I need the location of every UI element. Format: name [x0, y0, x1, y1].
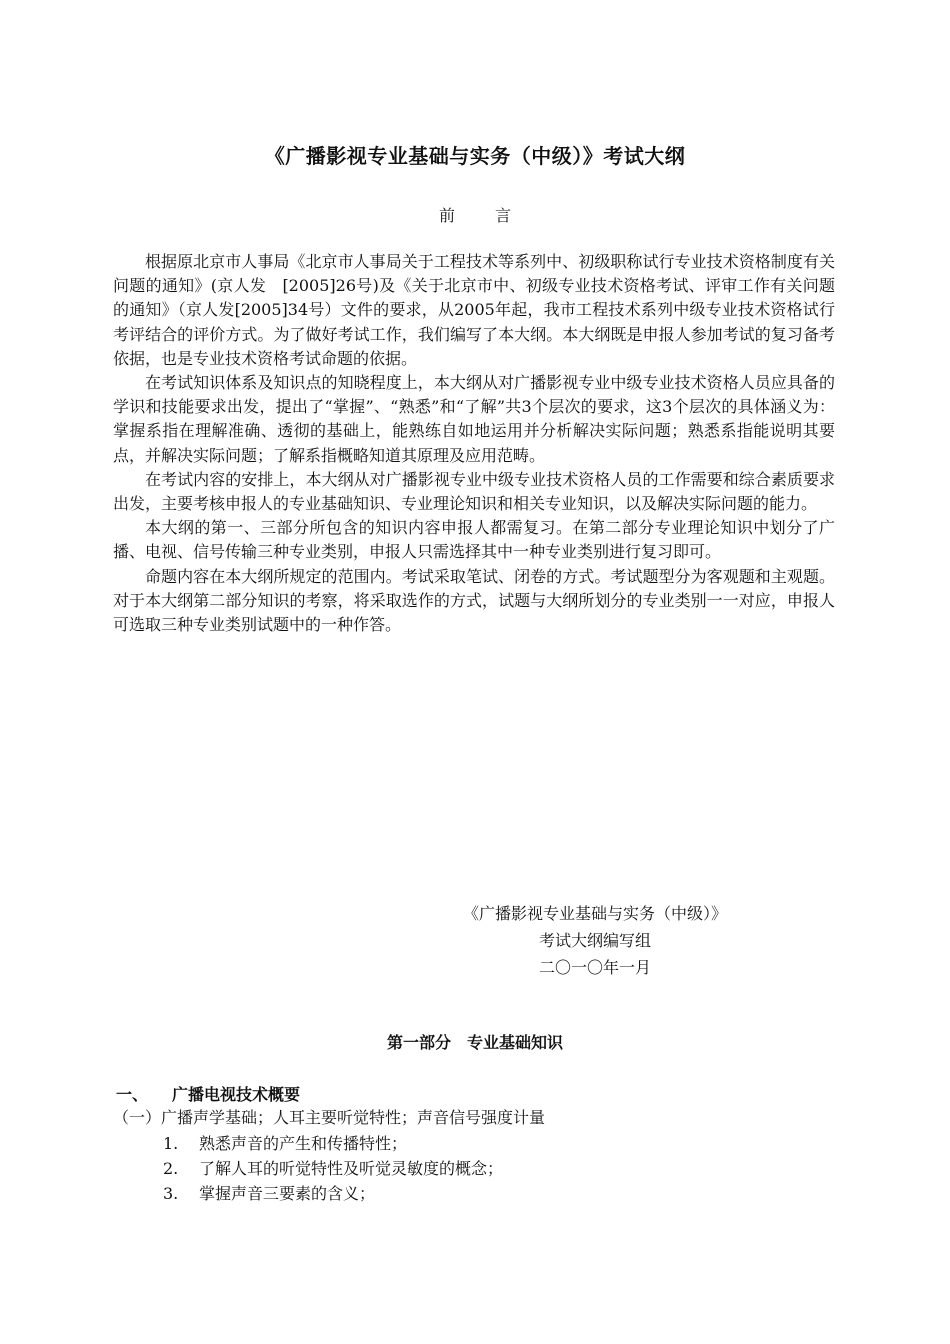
section-number: 一、	[116, 1085, 149, 1104]
item-text: 掌握声音三要素的含义；	[199, 1184, 376, 1203]
part-heading	[0, 1030, 950, 1053]
preface-paragraph: 在考试内容的安排上，本大纲从对广播影视专业中级专业技术资格人员的工作需要和综合素质要求出发，主要考核申报人的专业基础知识、专业理论知识和相关专业知识，以及解决实际问题的能力。	[113, 469, 835, 514]
part-label: 第一部分	[386, 1033, 451, 1052]
item-text: 熟悉声音的产生和传播特性；	[199, 1134, 408, 1153]
section-heading	[116, 1082, 300, 1105]
subsection-heading: （一）广播声学基础；人耳主要听觉特性；声音信号强度计量	[113, 1108, 546, 1127]
preface-paragraph: 在考试知识体系及知识点的知晓程度上，本大纲从对广播影视专业中级专业技术资格人员应具备的学识和技能要求出发，提出了“掌握”、“熟悉”和“了解”共3个层次的要求，这3个层次的具体涵义为：掌握系指在理解准确、透彻的基础上，能熟练自如地运用并分析解决实际问题；熟悉系指能说明其要点，并解决实际问题；了解系指概略知道其原理及应用范畴。	[113, 373, 835, 465]
item-text: 了解人耳的听觉特性及听觉灵敏度的概念；	[199, 1159, 504, 1178]
signature-line-group: 考试大纲编写组	[538, 931, 651, 950]
preface-heading: 前言	[438, 206, 551, 225]
preface-paragraph: 根据原北京市人事局《北京市人事局关于工程技术等系列中、初级职称试行专业技术资格制度有关问题的通知》(京人发 [2005]26号)及《关于北京市中、初级专业技术资格考试、评审工作有关问题的通知》（京人发[2005]34号）文件的要求，从2005年起，我市工程技术系列中级专业技术资格试行考评结合的评价方式。为了做好考试工作，我们编写了本大纲。本大纲既是申报人参加考试的复习备考依据，也是专业技术资格考试命题的依据。	[113, 252, 835, 368]
item-number: 1.	[163, 1134, 179, 1153]
list-item	[163, 1181, 503, 1206]
signature-block	[360, 900, 830, 981]
preface-body	[113, 250, 835, 637]
list-item	[163, 1131, 503, 1156]
list-item	[163, 1156, 503, 1181]
preface-paragraph: 命题内容在本大纲所规定的范围内。考试采取笔试、闭卷的方式。考试题型分为客观题和主观题。对于本大纲第二部分知识的考察，将采取选作的方式，试题与大纲所划分的专业类别一一对应，申报人可选取三种专业类别试题中的一种作答。	[113, 566, 835, 635]
document-title: 《广播影视专业基础与实务（中级）》考试大纲	[264, 144, 686, 168]
signature-line-date: 二〇一〇年一月	[538, 958, 651, 977]
part-name: 专业基础知识	[467, 1033, 564, 1052]
section-title: 广播电视技术概要	[172, 1085, 301, 1104]
signature-line-title: 《广播影视专业基础与实务（中级）》	[462, 904, 727, 923]
outline-list	[163, 1131, 503, 1206]
item-number: 3.	[163, 1184, 179, 1203]
item-number: 2.	[163, 1159, 179, 1178]
preface-paragraph: 本大纲的第一、三部分所包含的知识内容申报人都需复习。在第二部分专业理论知识中划分了广播、电视、信号传输三种专业类别，申报人只需选择其中一种专业类别进行复习即可。	[113, 518, 835, 562]
